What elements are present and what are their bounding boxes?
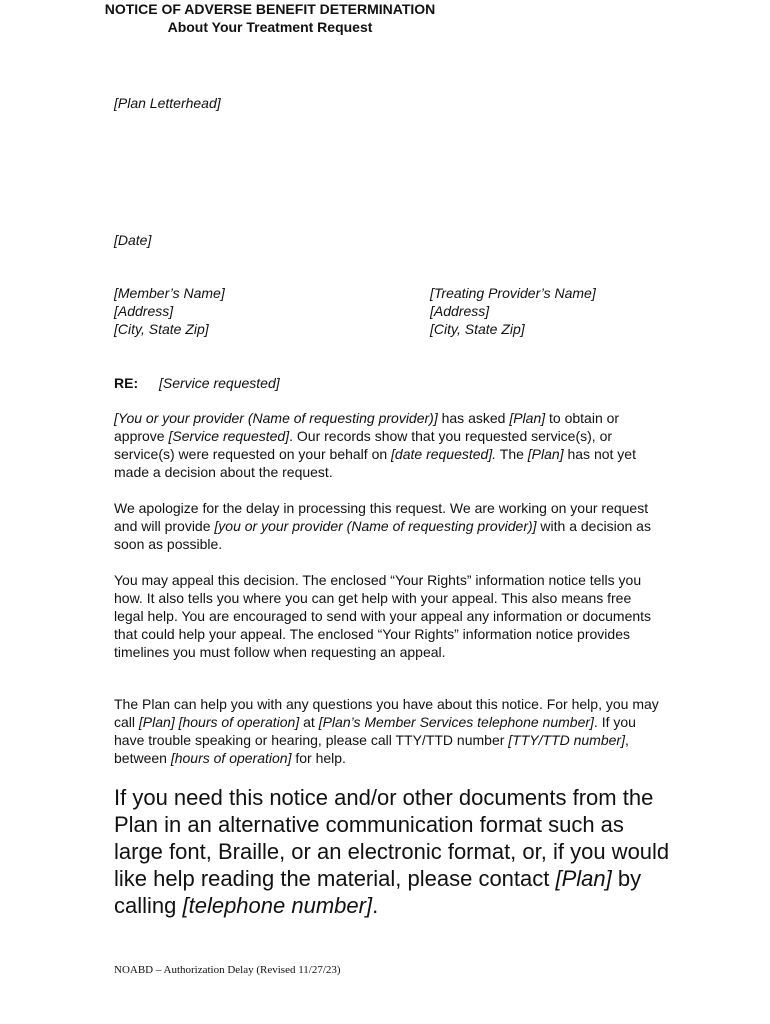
provider-address: [Address] (430, 303, 490, 319)
p4-text-d: , between (114, 732, 629, 766)
paragraph-help (114, 695, 664, 767)
p2-text-a: We apologize for the delay in processing this request. We are working on your request and will provide (114, 500, 649, 534)
paragraph-appeal: You may appeal this decision. The enclosed “Your Rights” information notice tells you how. It also tells you where you can get help with your appeal. This also means free legal help. You are encouraged to send with your appeal any information or documents that could help your appeal. The enclosed “Your Rights” information notice provides timelines you must follow when requesting an appeal. (114, 572, 652, 660)
large-telephone: [telephone number] (182, 893, 373, 918)
large-text-c: . (372, 893, 379, 918)
paragraph-delay (114, 499, 664, 553)
p1-text-e: has not yet made a decision about the request. (114, 446, 636, 480)
page-footer: NOABD – Authorization Delay (Revised 11/27/23) (114, 964, 341, 976)
member-address: [Address] (114, 303, 174, 319)
large-text-a: If you need this notice and/or other documents from the Plan in an alternative communication format such as large font, Braille, or an electronic format, or, if you would like help reading the material, please contact (114, 785, 670, 891)
p2-requester: [you or your provider (Name of requesting provider)] (214, 518, 537, 534)
p1-service: [Service requested] (168, 428, 290, 444)
letter-date: [Date] (114, 232, 152, 248)
p4-text-c: . If you have trouble speaking or hearing, please call TTY/TTD number (114, 714, 636, 748)
p2-text-b: with a decision as soon as possible. (114, 518, 651, 552)
p1-text-d: The (496, 446, 528, 462)
p4-text-e: for help. (291, 750, 346, 766)
p4-plan-hours: [Plan] [hours of operation] (138, 714, 300, 730)
p1-text-b: to obtain or approve (114, 410, 620, 444)
notice-title: NOTICE OF ADVERSE BENEFIT DETERMINATION (104, 1, 436, 17)
p1-plan-2: [Plan] (527, 446, 564, 462)
re-service: [Service requested] (159, 375, 280, 391)
p4-member-services-phone: [Plan’s Member Services telephone number] (318, 714, 594, 730)
notice-heading (0, 0, 540, 36)
p1-plan: [Plan] (509, 410, 546, 426)
re-line (114, 374, 664, 392)
p4-hours: [hours of operation] (170, 750, 292, 766)
notice-subtitle: About Your Treatment Request (167, 19, 373, 35)
paragraph-request (114, 409, 664, 481)
p1-text-a: has asked (437, 410, 510, 426)
member-name: [Member’s Name] (114, 285, 225, 301)
p1-text-c: . Our records show that you requested service(s), or service(s) were requested on your behalf on (114, 428, 613, 462)
member-city: [City, State Zip] (114, 321, 209, 337)
large-print-notice (114, 784, 674, 919)
p4-text-b: at (299, 714, 319, 730)
plan-letterhead: [Plan Letterhead] (114, 95, 221, 111)
large-text-b: by calling (114, 866, 642, 918)
large-plan: [Plan] (555, 866, 612, 891)
provider-address-block (430, 284, 730, 338)
p1-date-requested: [date requested]. (391, 446, 497, 462)
p4-tty-number: [TTY/TTD number] (508, 732, 625, 748)
provider-name: [Treating Provider’s Name] (430, 285, 596, 301)
re-label: RE: (114, 375, 139, 391)
member-address-block (114, 284, 414, 338)
p1-requester: [You or your provider (Name of requesting provider)] (114, 410, 438, 426)
provider-city: [City, State Zip] (430, 321, 525, 337)
p4-text-a: The Plan can help you with any questions you have about this notice. For help, you may call (114, 696, 659, 730)
